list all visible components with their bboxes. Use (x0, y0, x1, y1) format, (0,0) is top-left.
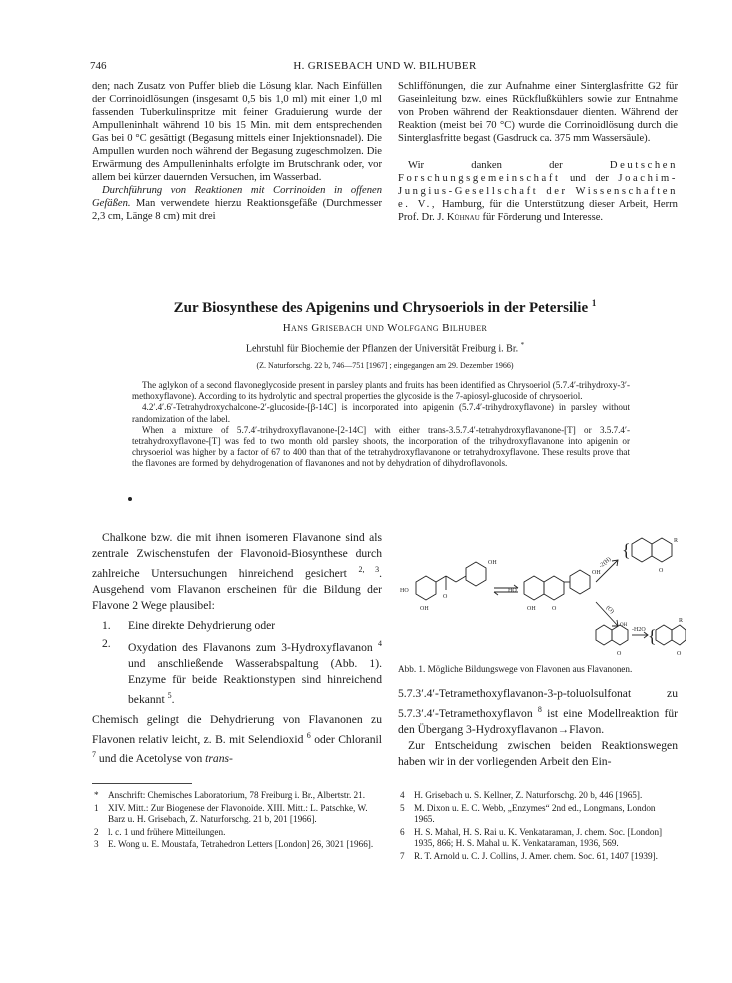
label-ho: HO (400, 588, 409, 594)
top-right-column (398, 80, 678, 224)
body-left-column (92, 530, 382, 767)
label-step: -H2O (632, 627, 646, 633)
paragraph: 5.7.3′.4′-Tetramethoxyflavanon-3-p-toluolsulfonat zu 5.7.3′.4′-Tetramethoxyflavon $^8$ ist eine Modellreaktion für den Übergang 3-Hydroxyflavanon→Flavon. (398, 687, 678, 736)
footnote: 1 XIV. Mitt.: Zur Biogenese der Flavonoide. XIII. Mitt.: L. Patschke, W. Barz u. H. Grisebach, Z. Naturforschg. 21 b, 201 [1966]. (94, 802, 368, 825)
person-name: Kühnau (446, 212, 480, 223)
label-step: -2(H) (598, 556, 613, 570)
label-ho: HO (508, 588, 517, 594)
body-right-column (398, 686, 678, 770)
label-o: O (677, 651, 682, 657)
footnote: * Anschrift: Chemisches Laboratorium, 78 Freiburg i. Br., Albertstr. 21. (94, 790, 366, 800)
paragraph: den; nach Zusatz von Puffer blieb die Lösung klar. Nach Einfüllen der Corrinoidlösungen (insgesamt 0,5 bis 1,0 ml) mit einer 1,0 ml fassenden Tuberkulinspritze mit feiner Graduierung wurde der Ampulleninhalt während 10 bis 15 Min. mit dem entsprechenden Gas bei 0 °C gesättigt (Begasung mittels einer Injektionsnadel). Die Ampullen wurden noch während der Begasung zugeschmolzen. Die Erwärmung des Ampulleninhalts erfolgte im Brutschrank oder, vor allem bei kürzer dauernden Versuchen, im Wasserbad. (92, 81, 382, 183)
paragraph: Schliffönungen, die zur Aufnahme einer Sinterglasfritte G2 für Gaseinleitung bzw. eines Rückflußkühlers sowie zur Entnahme von Proben während der Reaktionsdauer dienten. Während der Reaktion (meist bei 70 °C) wurde die Corrinoidlösung durch die Sinterglasfritte begast (Gasdruck ca. 375 mm Wassersäule). (398, 81, 678, 144)
svg-text:{: { (648, 626, 657, 646)
article-title: Zur Biosynthese des Apigenins und Chrysoeriols in der Petersilie $^1$ (173, 298, 597, 316)
footnote: 7 R. T. Arnold u. C. J. Collins, J. Amer. chem. Soc. 61, 1407 [1939]. (400, 850, 658, 861)
footnote: 4 H. Grisebach u. S. Kellner, Z. Naturforschg. 20 b, 446 [1965]. (400, 790, 643, 800)
margin-dot (128, 497, 132, 501)
organization: Deutschen Forschungsgemeinschaft (398, 160, 678, 184)
article-citation: (Z. Naturforschg. 22 b, 746—751 [1967] ; eingegangen am 29. Dezember 1966) (256, 361, 514, 370)
label-oh: OH (420, 606, 429, 612)
running-title: H. GRISEBACH UND W. BILHUBER (293, 60, 477, 72)
reaction-scheme (396, 530, 686, 660)
label-r: R (679, 618, 684, 624)
hydroxyflavanone-ring (596, 625, 612, 645)
label-oh: OH (592, 570, 601, 576)
paragraph: Chalkone bzw. die mit ihnen isomeren Flavanone sind als zentrale Zwischenstufen der Flavonoid-Biosynthese durch zahlreiche Untersuchungen hinreichend gesichert $^{2, 3}$. Ausgehend vom Flavanon erscheinen für die Bildung der Flavone 2 Wege plausibel: (92, 531, 383, 612)
organization: Joachim-Jungius-Gesellschaft der Wissenschaften e. V., (398, 173, 678, 210)
paragraph: Zur Entscheidung zwischen beiden Reaktionswegen haben wir in der vorliegenden Arbeit den Ein- (398, 738, 678, 768)
page-number: 746 (90, 60, 107, 72)
chalcone-ring-b (466, 562, 486, 586)
label-oh: OH (620, 623, 628, 628)
list-item: 1. Eine direkte Dehydrierung oder (102, 618, 276, 632)
flavanone-ring-b (570, 570, 590, 594)
chalcone-ring-a (416, 576, 436, 600)
list-item: 2. Oxydation des Flavanons zum 3-Hydroxyflavanon $^4$ und anschließende Wasserabspaltung (Abb. 1). Enzyme für beide Reaktionstypen sind hinreichend bekannt $^5$. (102, 636, 382, 706)
paragraph: Durchführung von Reaktionen mit Corrinoiden in offenen Gefäßen. Man verwendete hierzu Reaktionsgefäße (Durchmesser 2,3 cm, Länge 8 cm) mit drei (92, 185, 382, 222)
footnote: 5 M. Dixon u. E. C. Webb, „Enzymes“ 2nd ed., Longmans, London 1965. (400, 802, 656, 825)
label-r: R (674, 538, 679, 544)
enumerated-list (92, 618, 382, 708)
label-oh: OH (488, 560, 497, 566)
flavone-ring-lower (656, 625, 672, 645)
abstract (132, 380, 630, 470)
article-authors: Hans Grisebach und Wolfgang Bilhuber (282, 322, 488, 334)
label-oh: OH (527, 606, 536, 612)
top-left-column (92, 80, 382, 223)
flavone-ring-upper (632, 538, 652, 562)
footnotes-right (398, 790, 678, 864)
svg-text:{: { (622, 540, 631, 560)
footnote: 6 H. S. Mahal, H. S. Rai u. K. Venkataraman, J. chem. Soc. [London] 1935, 866; H. S. Mahal u. K. Venkataraman, 1936, 569. (400, 826, 663, 849)
figure-caption: Abb. 1. Mögliche Bildungswege von Flavonen aus Flavanonen. (398, 664, 633, 674)
article-affiliation: Lehrstuhl für Biochemie der Pflanzen der Universität Freiburg i. Br. * (245, 341, 525, 355)
abstract-paragraph: 4.2′.4′.6′-Tetrahydroxychalcone-2′-glucoside-[β-14C] is incorporated into apigenin (5.7.4′-trihydroxyflavone) in parsley without randomization of the label. (132, 402, 630, 424)
label-o: O (552, 606, 557, 612)
label-o: O (659, 568, 664, 574)
flavanone-ring-a (524, 576, 544, 600)
footnote-rule (92, 783, 192, 784)
abstract-paragraph: When a mixture of 5.7.4′-trihydroxyflavanone-[2-14C] with either trans-3.5.7.4′-tetrahydroxyflavanone-[T] or 3.5.7.4′-tetrahydroxyflavone-[T] was fed to two month old parsley shoots, the incorporation of the trihydroxyflavanone into apigenin or chrysoeriol was higher by a factor of 67 to 400 than that of the tetrahydroxyflavanone or tetrahydroxyflavone. These results prove that the flavones are formed by dehydrogenation of flavanones and not by dehydration of dihydroflavonols. (132, 424, 630, 469)
paragraph: Chemisch gelingt die Dehydrierung von Flavanonen zu Flavonen relativ leicht, z. B. mit Selendioxid $^6$ oder Chloranil $^7$ und die Acetolyse von trans- (92, 712, 382, 766)
abstract-paragraph: The aglykon of a second flavoneglycoside present in parsley plants and fruits has been identified as Chrysoeriol (5.7.4′-trihydroxy-3′-methoxyflavone). According to its hydrolytic and spectral properties the glycoside is the 7-apiosyl-glucoside of chrysoeriol. (132, 380, 630, 402)
label-step: (O) (604, 604, 615, 615)
italic-run-in: Durchführung von Reaktionen mit Corrinoiden in offenen Gefäßen. (92, 185, 382, 209)
label-o: O (443, 594, 448, 600)
footnote: 2 l. c. 1 und frühere Mitteilungen. (94, 826, 226, 837)
flavanone-ring-c (544, 576, 564, 600)
acknowledgement: Wir danken der Deutschen Forschungsgemeinschaft und der Joachim-Jungius-Gesellschaft der Wissenschaften e. V., Hamburg, für die Unterstützung dieser Arbeit, Herrn Prof. Dr. J. Kühnau für Förderung und Interesse. (398, 160, 678, 223)
footnote: 3 E. Wong u. E. Moustafa, Tetrahedron Letters [London] 26, 3021 [1966]. (94, 839, 374, 850)
figure-1 (396, 530, 686, 660)
footnotes-left (92, 790, 382, 852)
label-o: O (617, 651, 622, 657)
